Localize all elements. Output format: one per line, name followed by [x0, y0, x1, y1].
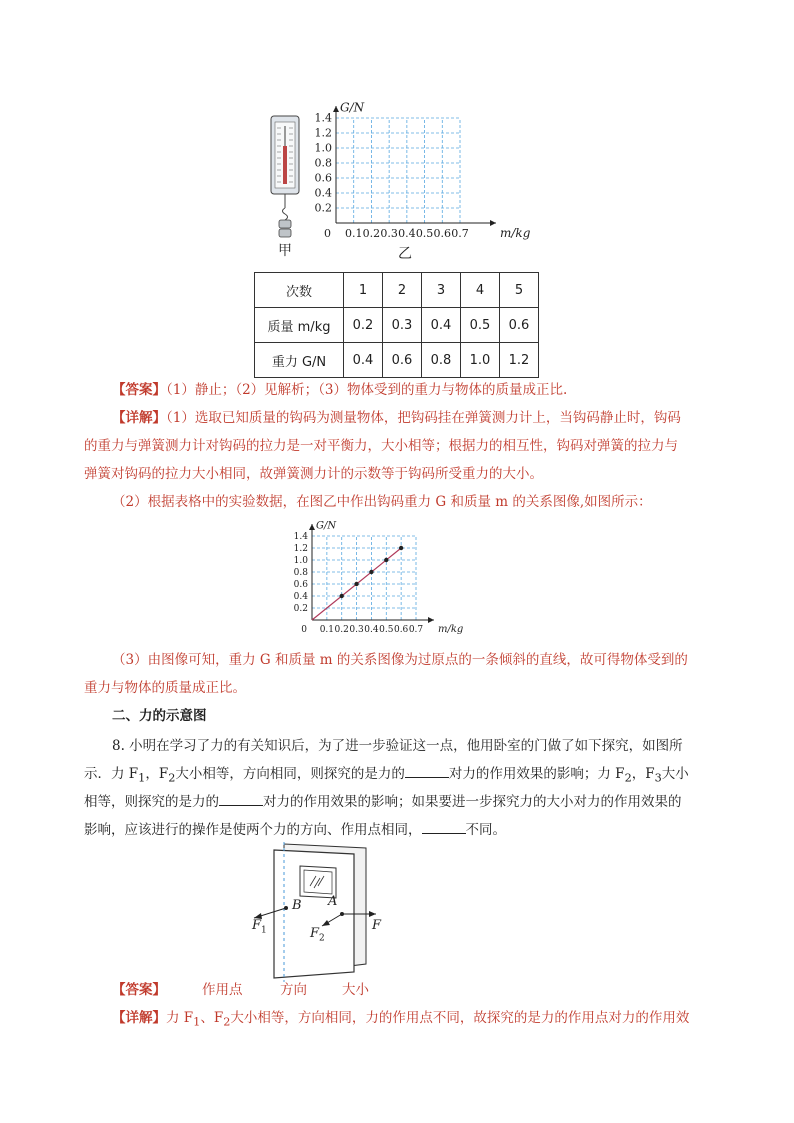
y-tick-label: 1.0 [293, 556, 308, 566]
detail2-line [112, 1004, 689, 1037]
y-tick-label: 1.4 [314, 111, 332, 125]
table-cell: 次数 [255, 273, 344, 308]
table-row [255, 273, 539, 308]
y-tick-label: 1.2 [314, 126, 332, 140]
label-yi: 乙 [398, 246, 412, 262]
y-axis-arrow-icon [333, 106, 339, 112]
answer-tag: 【答案】 [112, 982, 166, 998]
x-tick-label: 0.2 [362, 227, 381, 240]
table-cell: 1.0 [461, 343, 500, 378]
q8-text: 对力的作用效果的影响；力 F [448, 766, 625, 782]
q8-line-4 [84, 816, 506, 844]
table-cell: 质量 m/kg [255, 308, 344, 343]
data-point [354, 582, 358, 586]
table-cell: 0.5 [461, 308, 500, 343]
label-F2-sub: 2 [319, 933, 325, 944]
q8-sub: 1 [138, 771, 146, 785]
y-axis-label: G/N [340, 100, 365, 115]
data-point [369, 570, 373, 574]
x-tick-label: 0.2 [334, 625, 349, 635]
y-tick-label: 0.8 [314, 156, 332, 170]
label-F1-text: F [252, 918, 262, 933]
detail-tag: 【详解】 [112, 1010, 166, 1026]
answer-tag: 【答案】 [112, 382, 166, 398]
q8-text: 示．力 F [84, 766, 139, 782]
answer-blank-3[interactable] [422, 819, 466, 834]
section-title: 二、力的示意图 [112, 708, 207, 724]
x-tick-label: 0.5 [379, 625, 394, 635]
table-cell: 0.3 [383, 308, 422, 343]
x-axis-label: m/kg [500, 226, 530, 240]
q8-text: ，F [145, 766, 169, 782]
y-tick-label: 0.2 [314, 201, 332, 215]
detail-line-1 [112, 404, 681, 432]
y-tick-label: 1.4 [293, 532, 308, 542]
q8-text: 相等，则探究的是力的 [84, 794, 219, 810]
answer-line [112, 376, 567, 404]
y-tick-label: 0.8 [293, 568, 308, 578]
answer2-item-3: 大小 [342, 982, 369, 998]
y-tick-label: 0.6 [293, 580, 308, 590]
detail-line-6: 重力与物体的质量成正比。 [84, 680, 246, 696]
detail2-text: 大小相等，方向相同，力的作用点不同，故探究的是力的作用点对力的作用效 [230, 1010, 690, 1026]
x-axis-arrow-icon [428, 617, 434, 623]
table-cell: 0.4 [422, 308, 461, 343]
y-tick-label: 0.4 [314, 186, 332, 200]
detail-line-2: 的重力与弹簧测力计对钩码的拉力是一对平衡力，大小相等；根据力的相互性，钩码对弹簧的拉力与 [84, 438, 678, 454]
table-cell: 重力 G/N [255, 343, 344, 378]
detail2-sub: 2 [223, 1015, 231, 1029]
x-tick-label: 0.4 [398, 227, 416, 240]
x-tick-label: 0.3 [380, 227, 398, 240]
table-row [255, 343, 539, 378]
label-jia: 甲 [278, 243, 292, 259]
table-cell: 0.6 [500, 308, 539, 343]
q8-text: ，F [631, 766, 655, 782]
answer-blank-1[interactable] [405, 763, 449, 778]
q8-text: 大小 [661, 766, 689, 782]
table-cell: 0.2 [344, 308, 383, 343]
data-point [384, 558, 388, 562]
detail2-text: 、F [200, 1010, 224, 1026]
detail2-text: 力 F [166, 1010, 194, 1026]
y-axis-arrow-icon [309, 524, 315, 530]
data-table [254, 272, 539, 378]
table-cell: 5 [500, 273, 539, 308]
answer-text: （1）静止；（2）见解析；（3）物体受到的重力与物体的质量成正比. [166, 382, 568, 398]
data-point [340, 594, 344, 598]
answer2-line [112, 976, 166, 1004]
answer-blank-2[interactable] [219, 791, 263, 806]
q8-line-1: 8. 小明在学习了力的有关知识后，为了进一步验证这一点，他用卧室的门做了如下探究，如图所 [112, 738, 683, 754]
x-tick-label: 0.1 [344, 227, 363, 240]
weight-mass-chart [280, 512, 480, 642]
table-cell: 4 [461, 273, 500, 308]
detail-text: （1）选取已知质量的钩码为测量物体，把钩码挂在弹簧测力计上，当钩码静止时，钩码 [166, 410, 681, 426]
q8-sub: 2 [624, 771, 632, 785]
origin-label: 0 [301, 625, 307, 635]
x-tick-label: 0.7 [451, 227, 469, 240]
table-cell: 0.8 [422, 343, 461, 378]
detail-tag: 【详解】 [112, 410, 166, 426]
door-figure [244, 842, 394, 982]
x-tick-label: 0.3 [349, 625, 364, 635]
empty-grid-chart [300, 90, 530, 246]
table-cell: 2 [383, 273, 422, 308]
answer2-item-1: 作用点 [202, 982, 243, 998]
origin-label: 0 [324, 227, 331, 240]
label-B: B [292, 898, 302, 913]
detail-line-5: （3）由图像可知，重力 G 和质量 m 的关系图像为过原点的一条倾斜的直线，故可得物体受到的 [112, 652, 688, 668]
y-tick-label: 0.2 [293, 604, 308, 614]
q8-text: 大小相等，方向相同，则探究的是力的 [175, 766, 405, 782]
x-tick-label: 0.5 [415, 227, 434, 240]
y-tick-label: 0.6 [314, 171, 332, 185]
data-point [399, 546, 403, 550]
q8-text: 不同。 [465, 822, 506, 838]
x-tick-label: 0.4 [364, 625, 379, 635]
y-tick-label: 0.4 [293, 592, 308, 602]
y-tick-label: 1.2 [293, 544, 308, 554]
label-F2 [310, 926, 325, 944]
y-axis-label: G/N [316, 520, 337, 532]
x-tick-label: 0.7 [408, 625, 424, 635]
q8-text: 对力的作用效果的影响；如果要进一步探究力的大小对力的作用效果的 [263, 794, 682, 810]
x-tick-label: 0.6 [433, 227, 452, 240]
label-F2-text: F [310, 926, 320, 941]
table-cell: 1.2 [500, 343, 539, 378]
y-tick-label: 1.0 [314, 141, 332, 155]
label-F1 [252, 918, 267, 936]
q8-line-3 [84, 788, 682, 816]
x-axis-label: m/kg [438, 624, 464, 635]
x-tick-label: 0.6 [393, 625, 409, 635]
label-F1-sub: 1 [261, 925, 267, 936]
label-A: A [328, 894, 338, 909]
x-axis-arrow-icon [490, 220, 496, 226]
table-row [255, 308, 539, 343]
table-cell: 0.4 [344, 343, 383, 378]
q8-text: 影响，应该进行的操作是使两个力的方向、作用点相同， [84, 822, 422, 838]
detail2-sub: 1 [193, 1015, 201, 1029]
answer2-item-2: 方向 [280, 982, 307, 998]
q8-sub: 2 [168, 771, 176, 785]
table-cell: 0.6 [383, 343, 422, 378]
x-tick-label: 0.1 [319, 625, 335, 635]
detail-line-3: 弹簧对钩码的拉力大小相同，故弹簧测力计的示数等于钩码所受重力的大小。 [84, 466, 543, 482]
label-F: F [372, 918, 382, 933]
table-cell: 3 [422, 273, 461, 308]
detail-line-4: （2）根据表格中的实验数据，在图乙中作出钩码重力 G 和质量 m 的关系图像,如图所示： [112, 494, 652, 510]
table-cell: 1 [344, 273, 383, 308]
q8-sub: 3 [654, 771, 662, 785]
